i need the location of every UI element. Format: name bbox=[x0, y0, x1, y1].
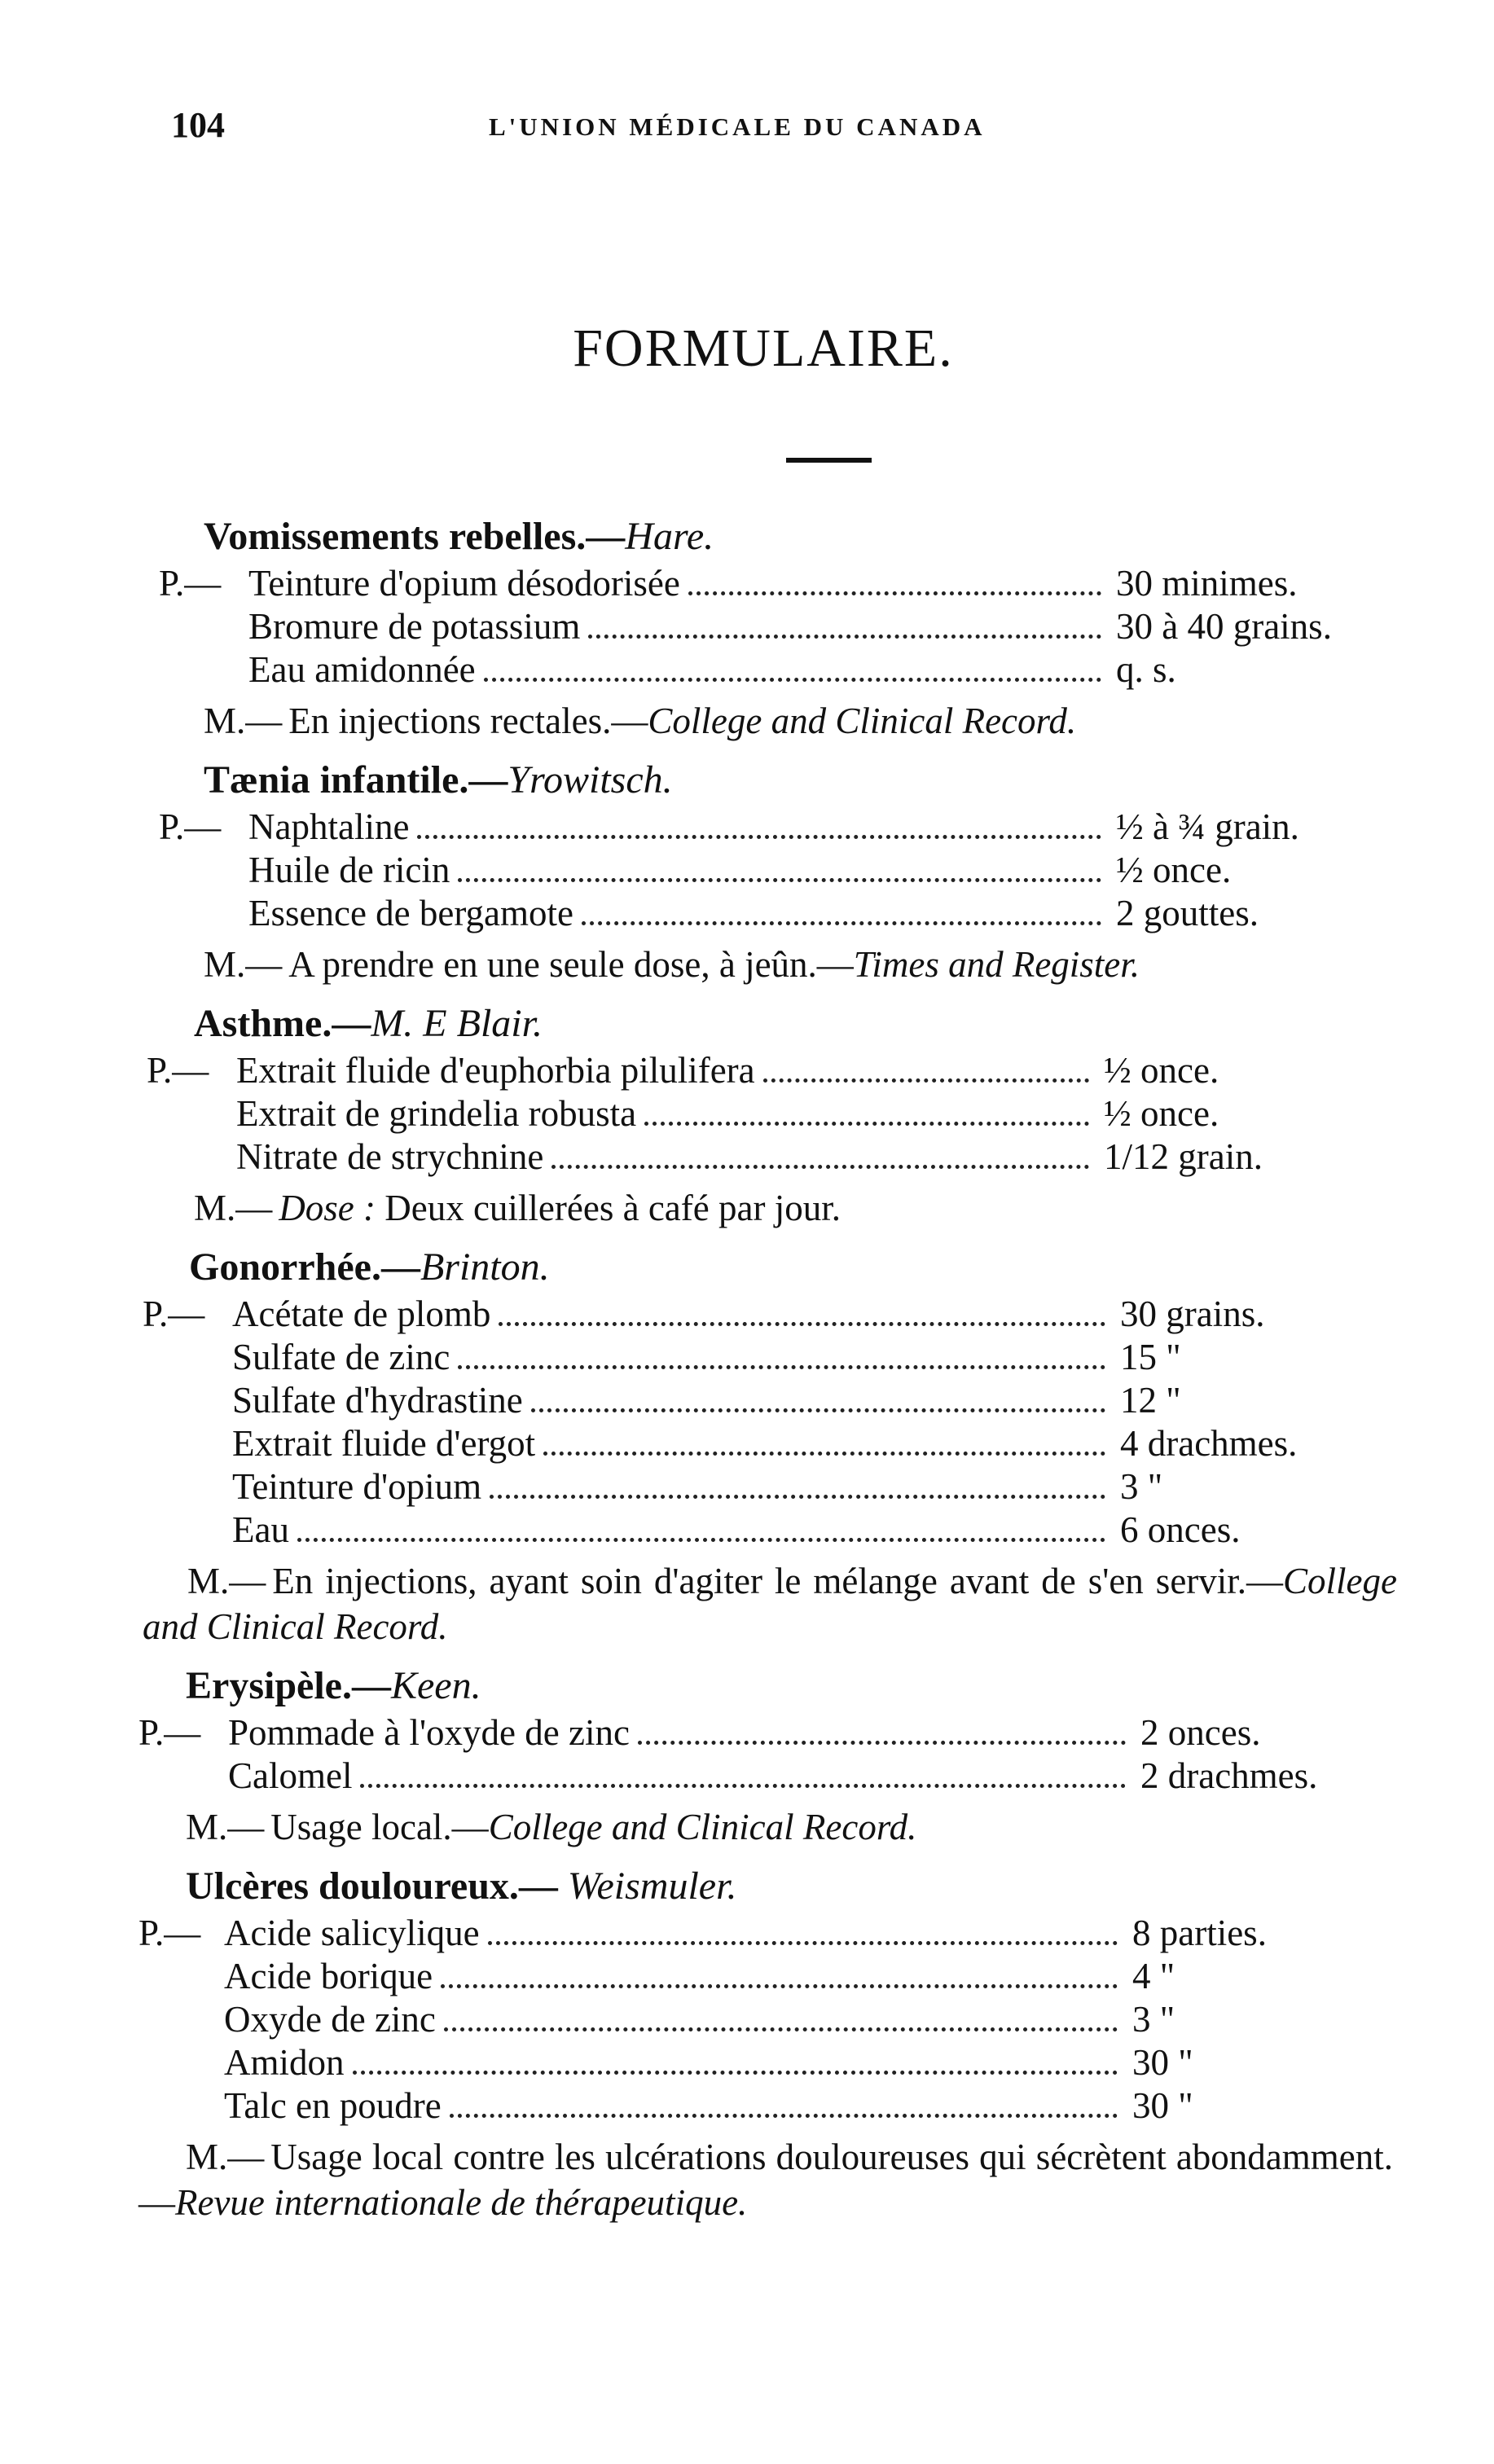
ingredient-name: Calomel bbox=[228, 1755, 353, 1796]
formula-author: Weismuler. bbox=[567, 1864, 737, 1908]
ingredient-name: Extrait de grindelia robusta bbox=[236, 1093, 637, 1134]
dot-leader bbox=[458, 873, 1101, 882]
page-number: 104 bbox=[171, 105, 225, 145]
prescription-prefix: P.— bbox=[159, 563, 222, 604]
directions-source: Times and Register. bbox=[853, 944, 1140, 985]
ingredient-name: Sulfate d'hydrastine bbox=[232, 1380, 523, 1421]
ingredient-row bbox=[0, 648, 1494, 692]
ingredient-row bbox=[0, 1135, 1494, 1179]
formula-section bbox=[0, 1242, 1494, 1649]
ingredient-name: Acide borique bbox=[224, 1956, 433, 1996]
ingredient-quantity: ½ once. bbox=[1116, 850, 1232, 890]
formula-separator: — bbox=[586, 515, 626, 558]
ingredient-quantity: 30 " bbox=[1132, 2085, 1193, 2126]
ingredient-row bbox=[0, 2041, 1494, 2084]
ingredient-quantity: 12 " bbox=[1120, 1380, 1181, 1421]
ingredient-name: Nitrate de strychnine bbox=[236, 1136, 544, 1177]
ingredient-row bbox=[0, 1912, 1494, 1955]
ingredient-quantity: 30 " bbox=[1132, 2042, 1193, 2083]
directions-prefix: M.— bbox=[204, 944, 283, 985]
formula-directions bbox=[0, 698, 1494, 744]
dot-leader bbox=[484, 673, 1101, 682]
dot-leader bbox=[638, 1736, 1126, 1745]
ingredient-quantity: 30 grains. bbox=[1120, 1293, 1265, 1334]
ingredient-row bbox=[0, 1092, 1494, 1135]
ingredient-quantity: 3 " bbox=[1120, 1466, 1163, 1507]
dot-leader bbox=[488, 1936, 1118, 1945]
formula-heading bbox=[0, 999, 1494, 1049]
dot-leader bbox=[441, 1979, 1118, 1988]
formula-author: Keen. bbox=[390, 1664, 481, 1707]
ingredient-name: Amidon bbox=[224, 2042, 345, 2083]
directions-prefix: M.— bbox=[194, 1188, 273, 1228]
ingredient-quantity: 2 gouttes. bbox=[1116, 893, 1259, 933]
ingredient-row bbox=[0, 1998, 1494, 2041]
ingredient-name: Teinture d'opium bbox=[232, 1466, 482, 1507]
ingredient-row bbox=[0, 1509, 1494, 1552]
ingredient-row bbox=[0, 1755, 1494, 1798]
directions-prefix: M.— bbox=[186, 1807, 265, 1847]
dot-leader bbox=[490, 1490, 1105, 1499]
dot-leader bbox=[644, 1117, 1089, 1126]
formula-name: Ulcères douloureux. bbox=[186, 1864, 519, 1908]
dot-leader bbox=[588, 630, 1101, 639]
formula-section bbox=[0, 1661, 1494, 1850]
dot-leader bbox=[444, 2023, 1118, 2031]
dot-leader bbox=[551, 1160, 1089, 1169]
directions-prefix: M.— bbox=[187, 1561, 266, 1601]
ingredient-quantity: ½ once. bbox=[1104, 1050, 1219, 1091]
ingredient-quantity: 2 drachmes. bbox=[1140, 1755, 1318, 1796]
formula-name: Vomissements rebelles. bbox=[204, 515, 587, 558]
directions-text: Deux cuillerées à café par jour. bbox=[375, 1188, 841, 1228]
ingredient-quantity: 30 minimes. bbox=[1116, 563, 1298, 604]
ingredient-quantity: 3 " bbox=[1132, 1999, 1175, 2040]
dot-leader bbox=[417, 830, 1101, 839]
ingredient-row bbox=[0, 1379, 1494, 1422]
formula-heading bbox=[0, 1861, 1494, 1912]
ingredient-name: Bromure de potassium bbox=[248, 606, 581, 647]
formula-directions bbox=[143, 1558, 1397, 1649]
directions-prefix: M.— bbox=[204, 701, 283, 741]
formula-separator: — bbox=[351, 1664, 391, 1707]
formula-directions bbox=[0, 942, 1494, 987]
formula-name: Gonorrhée. bbox=[189, 1245, 381, 1289]
ingredient-name: Eau bbox=[232, 1509, 289, 1550]
directions-prefix: M.— bbox=[186, 2137, 265, 2177]
dot-leader bbox=[582, 916, 1101, 925]
prescription-prefix: P.— bbox=[138, 1913, 201, 1953]
ingredient-quantity: 4 " bbox=[1132, 1956, 1175, 1996]
ingredient-name: Sulfate de zinc bbox=[232, 1337, 450, 1377]
ingredient-quantity: 2 onces. bbox=[1140, 1712, 1261, 1753]
dot-leader bbox=[353, 2066, 1118, 2075]
title-rule bbox=[786, 458, 872, 463]
formula-author: M. E Blair. bbox=[371, 1002, 543, 1045]
ingredient-row bbox=[0, 562, 1494, 605]
ingredient-row bbox=[0, 1293, 1494, 1336]
ingredient-row bbox=[0, 806, 1494, 849]
ingredient-row bbox=[0, 605, 1494, 648]
formula-author: Yrowitsch. bbox=[508, 758, 673, 802]
formula-name: Tænia infantile. bbox=[204, 758, 469, 802]
ingredient-row bbox=[0, 1465, 1494, 1509]
formula-heading bbox=[0, 1242, 1494, 1293]
dot-leader bbox=[450, 2109, 1118, 2118]
formula-name: Erysipèle. bbox=[186, 1664, 352, 1707]
ingredient-row bbox=[0, 1336, 1494, 1379]
ingredient-quantity: 4 drachmes. bbox=[1120, 1423, 1298, 1464]
directions-text: A prendre en une seule dose, à jeûn.— bbox=[288, 944, 854, 985]
formula-directions bbox=[0, 1185, 1494, 1231]
ingredient-name: Pommade à l'oxyde de zinc bbox=[228, 1712, 630, 1753]
directions-source: Revue internationale de thérapeutique. bbox=[175, 2182, 748, 2223]
ingredient-name: Extrait fluide d'ergot bbox=[232, 1423, 536, 1464]
directions-source: College and Clinical Record. bbox=[143, 1561, 1397, 1647]
formula-author: Hare. bbox=[625, 515, 714, 558]
formula-heading bbox=[0, 755, 1494, 806]
ingredient-name: Talc en poudre bbox=[224, 2085, 442, 2126]
formula-section bbox=[0, 999, 1494, 1231]
ingredient-name: Acétate de plomb bbox=[232, 1293, 491, 1334]
ingredient-name: Acide salicylique bbox=[224, 1913, 480, 1953]
formula-heading bbox=[0, 1661, 1494, 1711]
ingredient-name: Extrait fluide d'euphorbia pilulifera bbox=[236, 1050, 755, 1091]
directions-text: En injections rectales.— bbox=[288, 701, 648, 741]
formula-author: Brinton. bbox=[420, 1245, 550, 1289]
prescription-prefix: P.— bbox=[159, 806, 222, 847]
directions-dose-label: Dose : bbox=[279, 1188, 376, 1228]
ingredient-quantity: ½ à ¾ grain. bbox=[1116, 806, 1299, 847]
directions-source: College and Clinical Record. bbox=[488, 1807, 917, 1847]
ingredient-name: Naphtaline bbox=[248, 806, 410, 847]
dot-leader bbox=[763, 1074, 1089, 1083]
ingredient-quantity: 1/12 grain. bbox=[1104, 1136, 1263, 1177]
ingredient-quantity: q. s. bbox=[1116, 649, 1176, 690]
ingredient-row bbox=[0, 1422, 1494, 1465]
formula-separator: — bbox=[380, 1245, 420, 1289]
ingredient-quantity: 6 onces. bbox=[1120, 1509, 1241, 1550]
formula-section bbox=[0, 755, 1494, 987]
ingredient-row bbox=[0, 849, 1494, 892]
dot-leader bbox=[531, 1403, 1105, 1412]
formula-section bbox=[0, 1861, 1494, 2225]
directions-text: Usage local contre les ulcérations douloureuses qui sécrètent abondamment.— bbox=[138, 2137, 1393, 2223]
ingredient-name: Oxyde de zinc bbox=[224, 1999, 436, 2040]
dot-leader bbox=[458, 1360, 1105, 1369]
ingredient-quantity: ½ once. bbox=[1104, 1093, 1219, 1134]
prescription-prefix: P.— bbox=[143, 1293, 205, 1334]
running-head bbox=[171, 104, 1083, 153]
prescription-prefix: P.— bbox=[147, 1050, 209, 1091]
formula-separator: — bbox=[518, 1864, 568, 1908]
dot-leader bbox=[543, 1447, 1105, 1456]
ingredient-name: Huile de ricin bbox=[248, 850, 450, 890]
ingredient-name: Essence de bergamote bbox=[248, 893, 574, 933]
ingredient-row bbox=[0, 1955, 1494, 1998]
formula-directions bbox=[0, 1804, 1494, 1850]
formula-directions bbox=[138, 2134, 1393, 2225]
ingredient-quantity: 15 " bbox=[1120, 1337, 1181, 1377]
ingredient-row bbox=[0, 1049, 1494, 1092]
dot-leader bbox=[297, 1533, 1105, 1542]
dot-leader bbox=[360, 1779, 1126, 1788]
dot-leader bbox=[499, 1317, 1105, 1326]
ingredient-row bbox=[0, 2084, 1494, 2128]
formula-section bbox=[0, 512, 1494, 744]
formula-name: Asthme. bbox=[194, 1002, 332, 1045]
ingredient-row bbox=[0, 1711, 1494, 1755]
ingredient-quantity: 8 parties. bbox=[1132, 1913, 1267, 1953]
formula-separator: — bbox=[468, 758, 508, 802]
ingredient-name: Eau amidonnée bbox=[248, 649, 476, 690]
directions-text: Usage local.— bbox=[270, 1807, 489, 1847]
prescription-prefix: P.— bbox=[138, 1712, 201, 1753]
page-title: FORMULAIRE. bbox=[573, 318, 954, 378]
formula-heading bbox=[0, 512, 1494, 562]
directions-source: College and Clinical Record. bbox=[648, 701, 1077, 741]
directions-text: En injections, ayant soin d'agiter le mélange avant de s'en servir.— bbox=[272, 1561, 1284, 1601]
ingredient-name: Teinture d'opium désodorisée bbox=[248, 563, 680, 604]
formula-separator: — bbox=[332, 1002, 371, 1045]
journal-title: L'UNION MÉDICALE DU CANADA bbox=[489, 112, 986, 141]
formulary-sections bbox=[0, 512, 1494, 2237]
dot-leader bbox=[688, 586, 1101, 595]
ingredient-row bbox=[0, 892, 1494, 935]
ingredient-quantity: 30 à 40 grains. bbox=[1116, 606, 1332, 647]
